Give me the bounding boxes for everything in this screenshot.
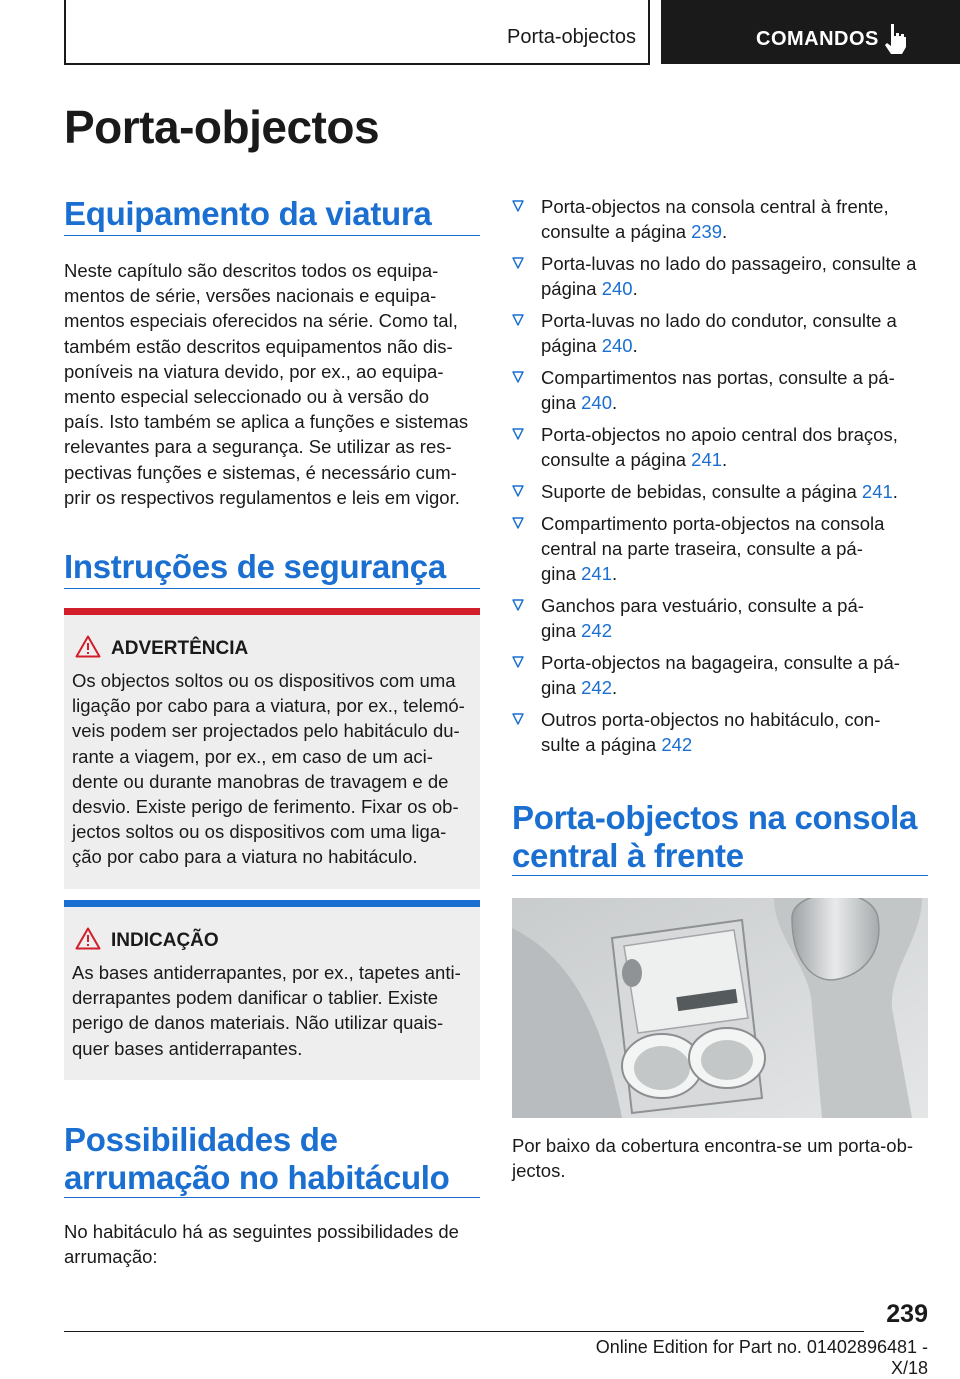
text-line: mento especial seleccionado ou à versão do <box>64 386 430 408</box>
heading-line: Porta-objectos na consola <box>512 799 918 836</box>
list-item <box>512 365 932 415</box>
list-item <box>512 593 932 643</box>
item-text: . <box>892 481 898 502</box>
text-line: prir os respectivos regulamentos e leis em vigor. <box>64 486 460 508</box>
page-link[interactable]: 240 <box>601 278 633 300</box>
heading-storage <box>64 1121 450 1197</box>
triangle-bullet-icon <box>512 656 524 668</box>
header-section-label: Porta-objectos <box>507 26 636 48</box>
text-line: jectos soltos ou os dispositivos com uma liga- <box>72 821 447 843</box>
item-text: Porta-objectos no apoio central dos braços, <box>541 424 898 445</box>
text-line: ção por cabo para a viatura no habitáculo. <box>72 846 418 868</box>
item-text: Suporte de bebidas, consulte a página <box>541 481 862 502</box>
text-line: quer bases antiderrapantes. <box>72 1037 303 1059</box>
heading-rule <box>64 235 480 236</box>
item-text: Outros porta-objectos no habitáculo, con- <box>541 709 881 730</box>
triangle-bullet-icon <box>512 599 524 611</box>
heading-rule <box>512 875 928 876</box>
triangle-bullet-icon <box>512 371 524 383</box>
item-text: Compartimentos nas portas, consulte a pá- <box>541 367 895 388</box>
text-line: As bases antiderrapantes, por ex., tapetes anti- <box>72 962 461 983</box>
item-text: gina <box>541 620 582 642</box>
heading-line: central à frente <box>512 837 744 874</box>
list-item <box>512 422 932 472</box>
item-text: página <box>541 335 602 357</box>
triangle-bullet-icon <box>512 428 524 440</box>
item-text: Porta-luvas no lado do passageiro, consulte a <box>541 253 917 274</box>
text-line: país. Isto também se aplica a funções e sistemas <box>64 411 469 433</box>
text-line: Neste capítulo são descritos todos os equipa- <box>64 260 439 281</box>
item-text: Porta-objectos na consola central à frente, <box>541 196 889 217</box>
list-item <box>512 650 932 700</box>
page-link[interactable]: 241 <box>691 449 723 471</box>
page-link[interactable]: 242 <box>581 677 612 699</box>
item-text: Porta-luvas no lado do condutor, consulte a <box>541 310 897 331</box>
header-left-rule <box>64 0 66 64</box>
list-item <box>512 511 932 587</box>
storage-options-list <box>512 194 932 764</box>
text-line: mentos de série, versões nacionais e equipa- <box>64 285 437 307</box>
text-line: poníveis na viatura devido, por ex., ao equipa- <box>64 360 444 382</box>
warning-bar <box>64 608 480 615</box>
item-text: Porta-objectos na bagageira, consulte a pá- <box>541 652 900 673</box>
text-line: Por baixo da cobertura encontra-se um porta-ob- <box>512 1135 914 1156</box>
page-link[interactable]: 241 <box>581 563 612 585</box>
text-line: perigo de danos materiais. Não utilizar quais- <box>72 1012 444 1034</box>
warning-text <box>72 668 477 870</box>
item-text: sulte a página <box>541 734 662 756</box>
text-line: No habitáculo há as seguintes possibilidades de <box>64 1221 459 1242</box>
heading-safety: Instruções de segurança <box>64 548 446 585</box>
text-line: relevantes para a segurança. Se utilizar as res- <box>64 436 452 458</box>
triangle-bullet-icon <box>512 485 524 497</box>
item-text: . <box>632 335 638 357</box>
list-item <box>512 479 932 504</box>
header-divider <box>648 0 650 64</box>
text-line: também estão descritos equipamentos não dis- <box>64 335 453 357</box>
chapter-tab-label: COMANDOS <box>756 28 879 50</box>
item-text: consulte a página <box>541 221 692 243</box>
page-link[interactable]: 240 <box>581 392 612 414</box>
item-text: consulte a página <box>541 449 692 471</box>
item-text: página <box>541 278 602 300</box>
triangle-bullet-icon <box>512 314 524 326</box>
triangle-bullet-icon <box>512 713 524 725</box>
page-link[interactable]: 242 <box>661 734 693 756</box>
item-text: gina <box>541 392 582 414</box>
notice-title: INDICAÇÃO <box>111 930 219 951</box>
header-bottom-rule <box>64 63 650 65</box>
heading-equipment: Equipamento da viatura <box>64 195 432 232</box>
text-line: dente ou durante manobras de travagem e de <box>72 770 449 792</box>
list-item <box>512 308 932 358</box>
item-text: gina <box>541 563 582 585</box>
triangle-bullet-icon <box>512 517 524 529</box>
item-text: . <box>722 449 728 471</box>
notice-box <box>64 900 480 1080</box>
text-line: mentos especiais oferecidos na série. Como tal, <box>64 310 458 332</box>
item-text: . <box>722 221 728 243</box>
heading-rule <box>64 588 480 589</box>
text-line: rante a viagem, por ex., em caso de um aci- <box>72 745 433 767</box>
console-caption <box>512 1133 932 1183</box>
heading-line: arrumação no habitáculo <box>64 1159 450 1196</box>
heading-rule <box>64 1197 480 1198</box>
text-line: pectivas funções e sistemas, é necessário cum- <box>64 461 457 483</box>
page-link[interactable]: 240 <box>601 335 633 357</box>
header-chapter-tab[interactable] <box>661 0 960 64</box>
footer-edition: Online Edition for Part no. 01402896481 - X/18 <box>595 1337 928 1378</box>
notice-text <box>72 960 477 1061</box>
heading-line: Possibilidades de <box>64 1121 338 1158</box>
heading-front-console <box>512 799 917 875</box>
text-line: Os objectos soltos ou os dispositivos com uma <box>72 670 456 691</box>
text-line: ligação por cabo para a viatura, por ex., telemó- <box>72 695 465 717</box>
page-title: Porta-objectos <box>64 101 380 153</box>
footer-rule <box>64 1331 864 1332</box>
triangle-bullet-icon <box>512 200 524 212</box>
equipment-paragraph <box>64 258 484 510</box>
item-text: . <box>612 392 618 414</box>
page-link[interactable]: 239 <box>691 221 723 243</box>
list-item <box>512 707 932 757</box>
text-line: arrumação: <box>64 1246 158 1268</box>
list-item <box>512 251 932 301</box>
console-storage-illustration <box>512 898 928 1118</box>
page-link[interactable]: 242 <box>581 620 612 642</box>
text-line: desvio. Existe perigo de ferimento. Fixar os ob- <box>72 796 459 818</box>
warning-box <box>64 608 480 889</box>
item-text: Ganchos para vestuário, consulte a pá- <box>541 595 864 616</box>
text-line: veis podem ser projectados pelo habitáculo du- <box>72 720 460 742</box>
page-link[interactable]: 241 <box>861 481 893 502</box>
list-item <box>512 194 932 244</box>
page-number: 239 <box>886 1300 928 1328</box>
text-line: derrapantes podem danificar o tablier. Existe <box>72 987 439 1009</box>
text-line: jectos. <box>512 1160 566 1182</box>
item-text: Compartimento porta-objectos na consola <box>541 512 885 534</box>
triangle-bullet-icon <box>512 257 524 269</box>
storage-paragraph <box>64 1219 484 1269</box>
console-illustration-svg <box>512 898 928 1118</box>
notice-bar <box>64 900 480 907</box>
item-text: gina <box>541 677 582 699</box>
item-text: central na parte traseira, consulte a pá- <box>541 538 863 559</box>
item-text: . <box>612 563 618 585</box>
item-text: . <box>632 278 638 300</box>
warning-title: ADVERTÊNCIA <box>111 638 249 659</box>
hand-pointer-icon <box>883 22 909 54</box>
notice-triangle-icon <box>75 927 101 950</box>
warning-triangle-icon <box>75 635 101 658</box>
item-text: . <box>612 677 618 699</box>
